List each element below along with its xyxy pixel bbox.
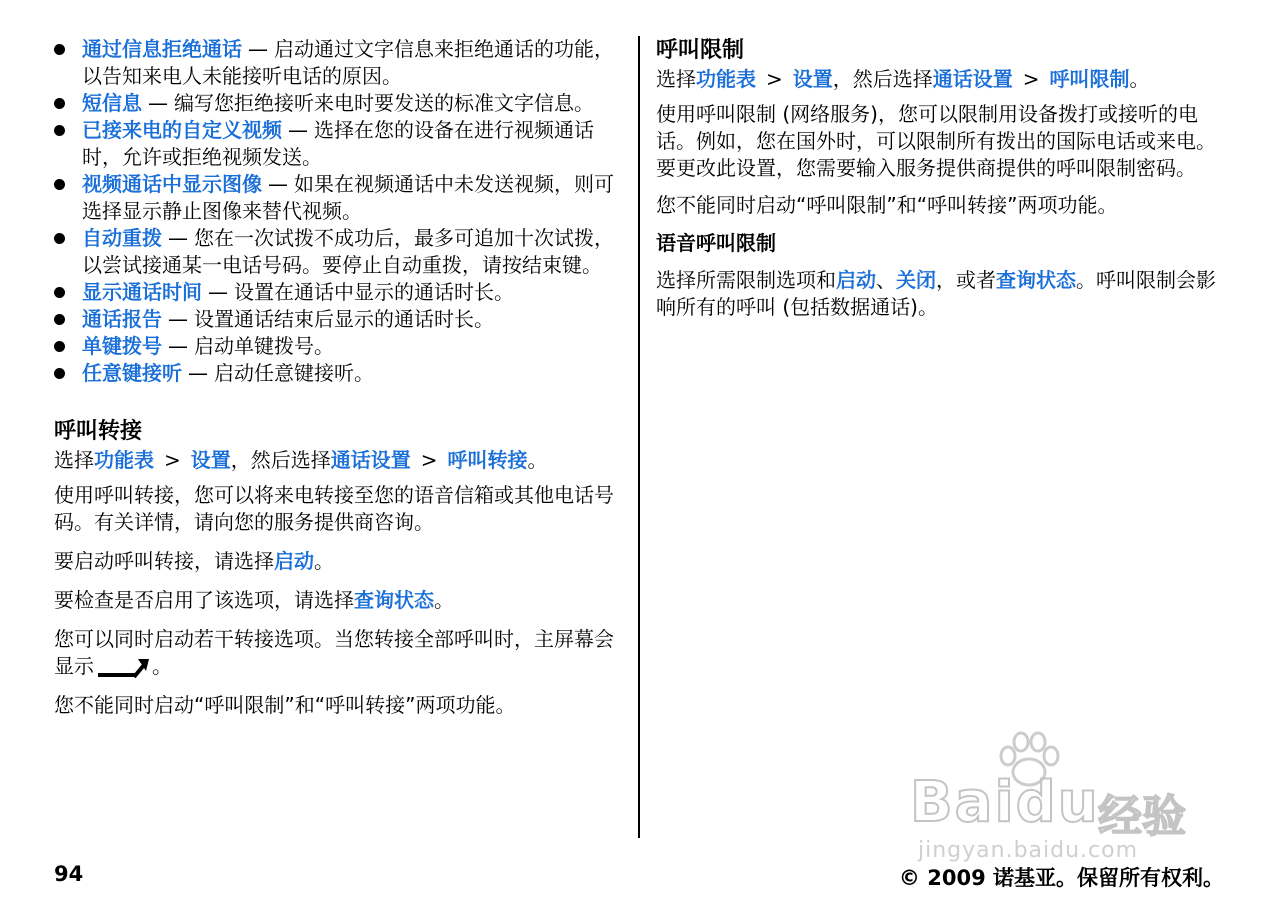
path-prefix: 选择 [54,448,94,472]
link-check-status[interactable]: 查询状态 [354,588,434,612]
bullet-icon [54,179,65,190]
setting-term[interactable]: 通话报告 [82,307,162,331]
list-item [54,225,624,279]
path-separator: > [164,448,181,472]
path-link-call-settings[interactable]: 通话设置 [932,67,1013,91]
section-title-call-divert: 呼叫转接 [54,419,143,444]
dash: — [288,118,308,142]
paragraph-text: 要启动呼叫转接，请选择 [54,549,274,573]
list-item [54,171,624,225]
list-item [54,90,624,117]
setting-description: 如果在视频通话中未发送视频，则可选择显示静止图像来替代视频。 [82,172,614,223]
paragraph-text: 要检查是否启用了该选项，请选择 [54,588,354,612]
bullet-icon [54,44,65,55]
paragraph [656,267,1232,321]
watermark-logo-text: Baidu [910,770,1100,835]
path-separator: > [766,67,783,91]
path-separator: > [1022,67,1040,91]
path-link-settings[interactable]: 设置 [792,67,833,91]
setting-description: 启动单键拨号。 [194,334,334,358]
list-item [54,279,624,306]
path-separator: > [420,448,438,472]
subsection-title-voice-barring: 语音呼叫限制 [656,231,776,255]
dash: — [188,361,208,385]
menu-path [54,447,624,474]
bullet-icon [54,368,65,379]
dash: — [268,172,288,196]
setting-term[interactable]: 单键拨号 [82,334,162,358]
watermark-url: jingyan.baidu.com [918,838,1139,863]
setting-description: 启动任意键接听。 [214,361,374,385]
path-link-settings[interactable]: 设置 [190,448,231,472]
column-divider [638,36,640,838]
section-title-call-barring: 呼叫限制 [656,38,745,63]
setting-term[interactable]: 任意键接听 [82,361,182,385]
list-item [54,36,624,90]
setting-description: 编写您拒绝接听来电时要发送的标准文字信息。 [174,91,594,115]
bullet-icon [54,314,65,325]
dash: — [148,91,168,115]
link-check-status[interactable]: 查询状态 [996,268,1076,292]
page-number: 94 [54,862,84,886]
dash: — [168,334,188,358]
paragraph [54,626,624,680]
paragraph [54,548,624,575]
path-link-call-settings[interactable]: 通话设置 [330,448,411,472]
link-deactivate[interactable]: 关闭 [896,268,936,292]
path-link-call-divert[interactable]: 呼叫转接 [447,448,528,472]
bullet-icon [54,125,65,136]
setting-term[interactable]: 已接来电的自定义视频 [82,118,282,142]
paragraph-text: 您可以同时启动若干转接选项。当您转接全部呼叫时，主屏幕会显示 [54,627,614,678]
dash: — [248,37,268,61]
list-item [54,333,624,360]
path-end: 。 [1129,67,1150,91]
paragraph: 使用呼叫限制 (网络服务)，您可以限制用设备拨打或接听的电话。例如，您在国外时，可以限制所有拨出的国际电话或来电。要更改此设置，您需要输入服务提供商提供的呼叫限制密码。 [656,102,1216,180]
list-item [54,117,624,171]
path-link-call-barring[interactable]: 呼叫限制 [1049,67,1130,91]
dash: — [208,280,228,304]
paw-logo-icon [994,730,1064,790]
separator: 、 [876,268,896,292]
bullet-icon [54,98,65,109]
path-end: 。 [527,448,548,472]
paragraph-end: 。呼叫限制会影响所有的呼叫 (包括数据通话)。 [656,268,1216,319]
paragraph-end: 。 [314,549,334,573]
setting-description: 设置通话结束后显示的通话时长。 [194,307,494,331]
setting-term[interactable]: 视频通话中显示图像 [82,172,262,196]
path-then: ，然后选择 [230,448,331,472]
path-prefix: 选择 [656,67,696,91]
setting-term[interactable]: 显示通话时间 [82,280,202,304]
watermark-cn-text: 经验 [1098,791,1186,842]
setting-term[interactable]: 通过信息拒绝通话 [82,37,242,61]
bullet-icon [54,233,65,244]
menu-path [656,66,1232,93]
paragraph-text: 选择所需限制选项和 [656,268,836,292]
list-item [54,306,624,333]
separator: ，或者 [936,268,996,292]
baidu-jingyan-watermark [898,730,1208,870]
left-column [54,36,624,719]
right-column [656,36,1232,321]
setting-description: 启动通过文字信息来拒绝通话的功能，以告知来电人未能接听电话的原因。 [82,37,614,88]
dash: — [168,226,188,250]
setting-description: 选择在您的设备在进行视频通话时，允许或拒绝视频发送。 [82,118,594,169]
list-item [54,360,624,387]
divert-all-calls-icon [96,657,150,679]
link-activate[interactable]: 启动 [836,268,876,292]
paragraph: 您不能同时启动“呼叫限制”和“呼叫转接”两项功能。 [656,193,1118,217]
setting-term[interactable]: 自动重拨 [82,226,162,250]
paragraph-end: 。 [152,654,172,678]
setting-term[interactable]: 短信息 [82,91,142,115]
paragraph: 使用呼叫转接，您可以将来电转接至您的语音信箱或其他电话号码。有关详情，请向您的服务提供商咨询。 [54,483,614,534]
path-link-menu[interactable]: 功能表 [696,67,756,91]
bullet-icon [54,287,65,298]
paragraph: 您不能同时启动“呼叫限制”和“呼叫转接”两项功能。 [54,693,516,717]
settings-bullet-list [54,36,624,387]
path-then: ，然后选择 [832,67,933,91]
path-link-menu[interactable]: 功能表 [94,448,154,472]
paragraph-end: 。 [434,588,454,612]
setting-description: 设置在通话中显示的通话时长。 [234,280,514,304]
dash: — [168,307,188,331]
setting-description: 您在一次试拨不成功后，最多可追加十次试拨，以尝试接通某一电话号码。要停止自动重拨，请按结束键。 [82,226,614,277]
bullet-icon [54,341,65,352]
copyright-notice: © 2009 诺基亚。保留所有权利。 [898,866,1224,890]
link-activate[interactable]: 启动 [274,549,314,573]
paragraph [54,587,624,614]
